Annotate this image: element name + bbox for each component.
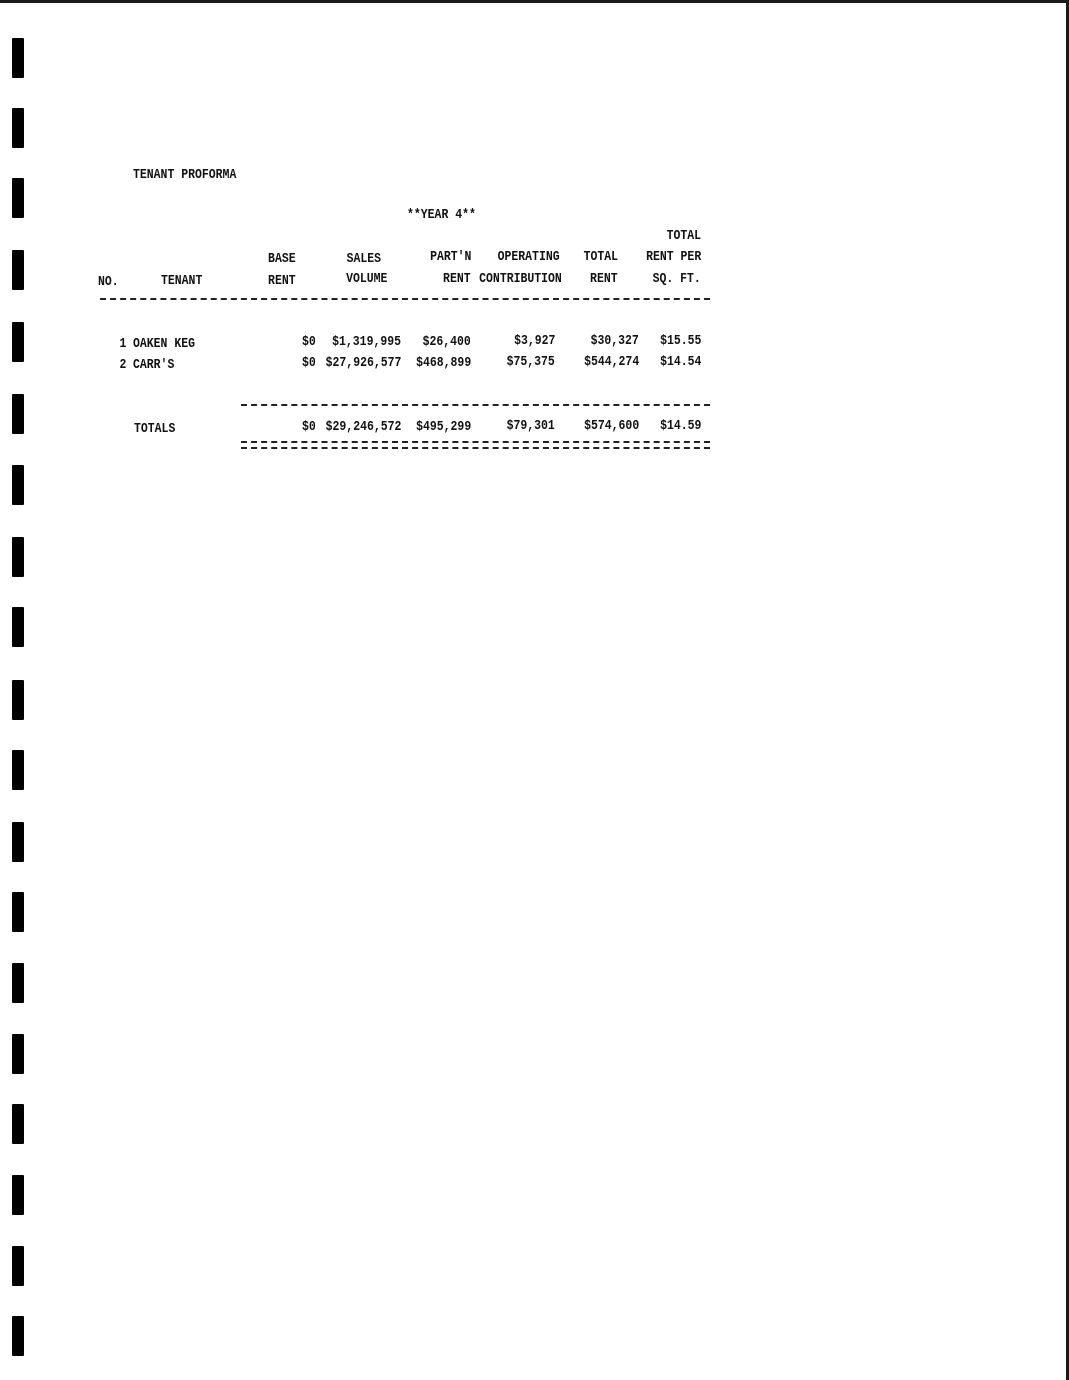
header-tenant: TENANT <box>161 273 203 289</box>
totals-divider <box>241 404 710 406</box>
header-total-rent-line1: TOTAL <box>583 249 618 265</box>
row-tenant: CARR'S <box>133 357 175 373</box>
binding-hole <box>12 607 24 647</box>
header-total-rent-line2: RENT <box>590 271 618 287</box>
binding-hole <box>12 394 24 434</box>
header-divider <box>100 298 710 300</box>
header-sales-volume-line1: SALES <box>346 251 381 267</box>
binding-hole <box>12 822 24 862</box>
row-number: 1 <box>119 336 126 352</box>
row-total-rent: $544,274 <box>583 354 639 370</box>
binding-hole <box>12 322 24 362</box>
totals-rent-per-sqft: $14.59 <box>659 418 701 434</box>
document-title: TENANT PROFORMA <box>133 167 237 183</box>
binding-hole <box>12 1034 24 1074</box>
binding-hole <box>12 465 24 505</box>
header-operating-line2: CONTRIBUTION <box>479 271 562 287</box>
row-sales-volume: $1,319,995 <box>332 334 401 350</box>
totals-partn-rent: $495,299 <box>415 419 471 435</box>
row-partn-rent: $468,899 <box>415 355 471 371</box>
totals-sales-volume: $29,246,572 <box>325 419 401 435</box>
header-operating-line1: OPERATING <box>497 249 560 265</box>
binding-hole <box>12 1175 24 1215</box>
binding-hole <box>12 680 24 720</box>
binding-hole <box>12 108 24 148</box>
row-total-rent: $30,327 <box>590 333 639 349</box>
row-base-rent: $0 <box>302 334 316 350</box>
binding-hole <box>12 1316 24 1356</box>
row-rent-per-sqft: $15.55 <box>659 333 701 349</box>
period-heading: **YEAR 4** <box>407 207 476 223</box>
row-tenant: OAKEN KEG <box>133 336 196 352</box>
row-operating: $75,375 <box>506 354 555 370</box>
binding-hole <box>12 38 24 78</box>
header-rent-per-sqft-line2: RENT PER <box>645 249 701 265</box>
row-sales-volume: $27,926,577 <box>325 355 401 371</box>
header-rent-per-sqft-line3: SQ. FT. <box>652 271 701 287</box>
header-no: NO. <box>98 274 119 290</box>
binding-hole <box>12 537 24 577</box>
totals-double-rule <box>241 441 710 449</box>
row-number: 2 <box>119 357 126 373</box>
binding-hole <box>12 1246 24 1286</box>
totals-label: TOTALS <box>134 421 176 437</box>
page-top-edge <box>0 0 1069 3</box>
binding-hole <box>12 178 24 218</box>
binding-hole <box>12 1104 24 1144</box>
header-base-rent-line2: RENT <box>268 273 296 289</box>
row-rent-per-sqft: $14.54 <box>659 354 701 370</box>
binding-hole <box>12 892 24 932</box>
header-partn-rent-line2: RENT <box>443 271 471 287</box>
binding-hole <box>12 250 24 290</box>
totals-total-rent: $574,600 <box>583 418 639 434</box>
binding-hole <box>12 750 24 790</box>
header-partn-rent-line1: PART'N <box>429 249 471 265</box>
binding-hole <box>12 963 24 1003</box>
row-partn-rent: $26,400 <box>422 334 471 350</box>
row-base-rent: $0 <box>302 355 316 371</box>
totals-operating: $79,301 <box>506 418 555 434</box>
header-rent-per-sqft-line1: TOTAL <box>666 228 701 244</box>
header-base-rent-line1: BASE <box>268 251 296 267</box>
header-sales-volume-line2: VOLUME <box>345 271 387 287</box>
row-operating: $3,927 <box>513 333 555 349</box>
totals-base-rent: $0 <box>302 419 316 435</box>
